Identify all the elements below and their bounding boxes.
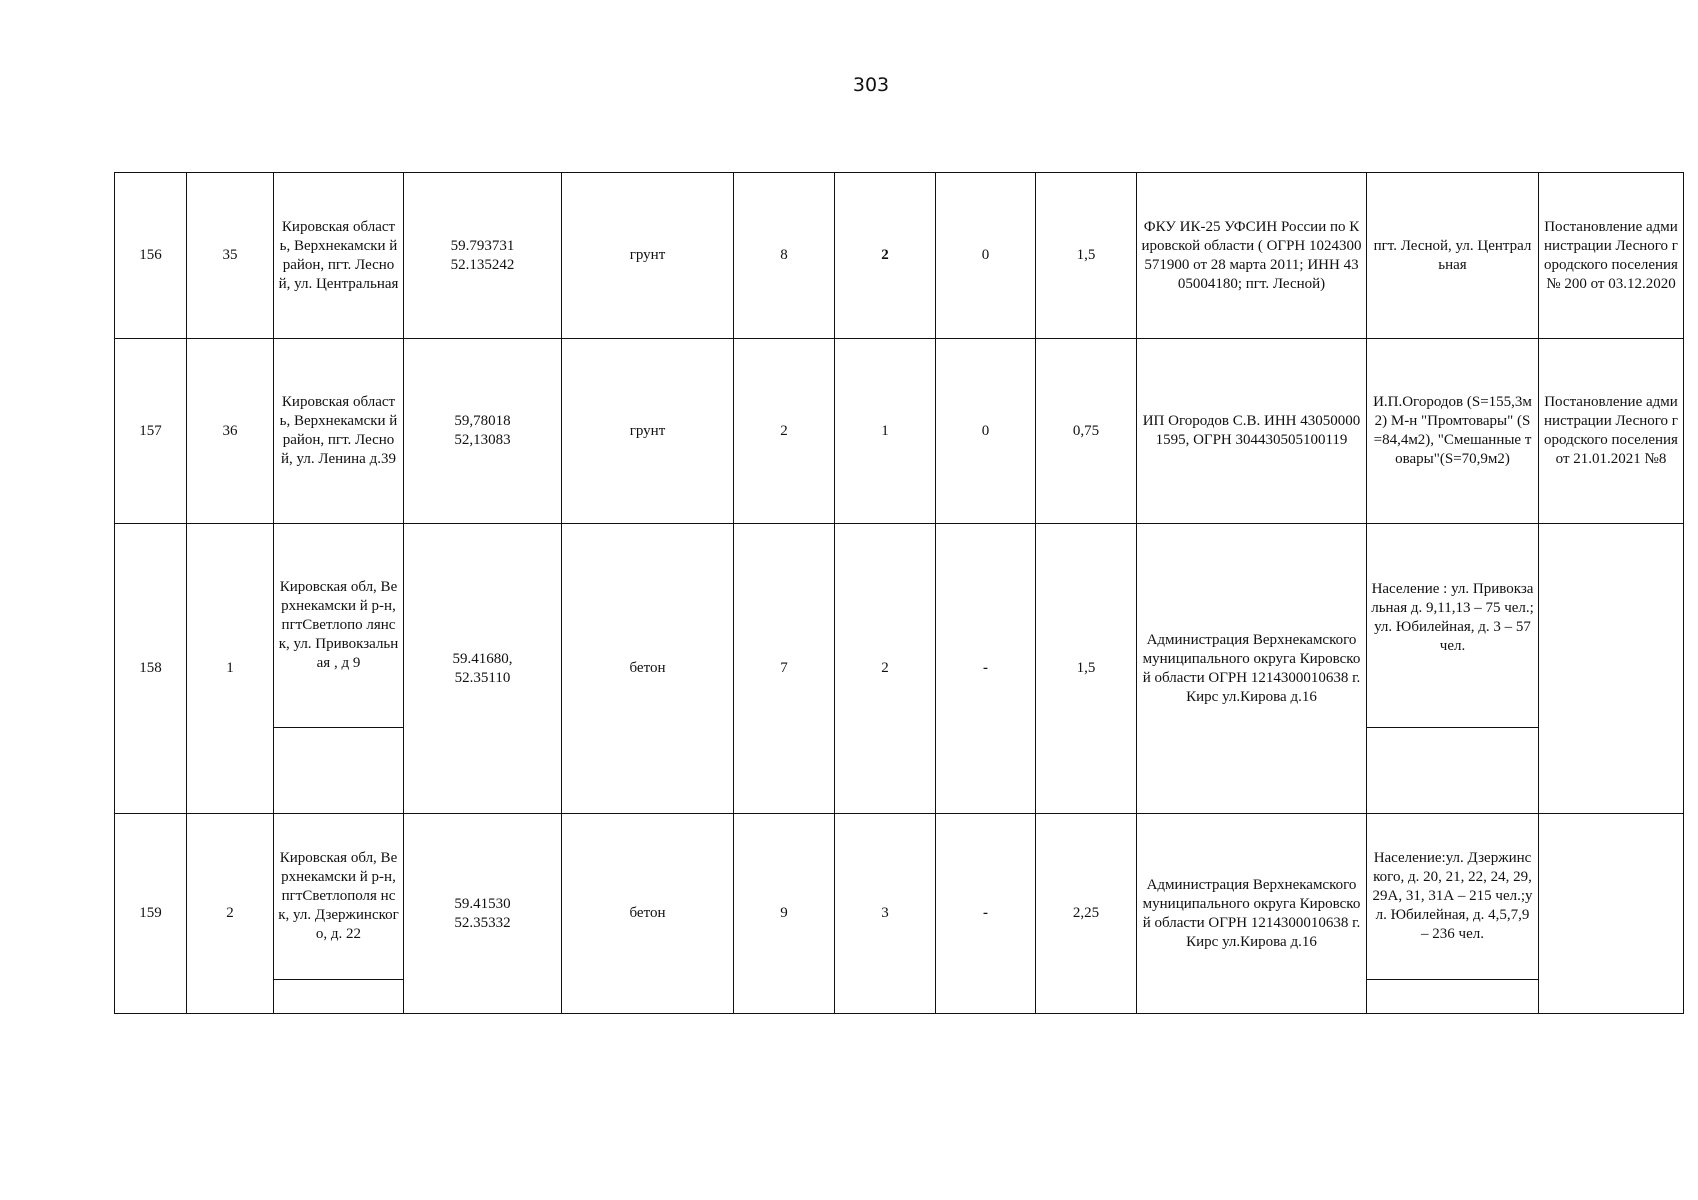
site-number: 2 xyxy=(187,814,274,1014)
basis-document xyxy=(1539,814,1684,1014)
empty-cell xyxy=(274,728,404,814)
owner-info: Администрация Верхнекамского муниципального округа Кировской области ОГРН 1214300010638 г.Кирс ул.Кирова д.16 xyxy=(1137,814,1367,1014)
value-cell-4: 1,5 xyxy=(1036,173,1137,339)
site-number: 35 xyxy=(187,173,274,339)
page-number: 303 xyxy=(852,74,890,96)
coordinates: 59.793731 52.135242 xyxy=(404,173,562,339)
row-number: 158 xyxy=(115,524,187,814)
site-address: Кировская область, Верхнекамски й район, пгт. Лесной, ул. Ленина д.39 xyxy=(274,339,404,524)
table-row xyxy=(115,339,1684,524)
owner-info: ИП Огородов С.В. ИНН 430500001595, ОГРН 304430505100119 xyxy=(1137,339,1367,524)
value-cell-1: 8 xyxy=(734,173,835,339)
row-number: 159 xyxy=(115,814,187,1014)
value-cell-4: 2,25 xyxy=(1036,814,1137,1014)
value-cell-2: 2 xyxy=(835,173,936,339)
basis-document: Постановление администрации Лесного городского поселения № 200 от 03.12.2020 xyxy=(1539,173,1684,339)
waste-sources: пгт. Лесной, ул. Центральная xyxy=(1367,173,1539,339)
row-number: 156 xyxy=(115,173,187,339)
table-row xyxy=(115,524,1684,728)
value-cell-2: 2 xyxy=(835,524,936,814)
owner-info: ФКУ ИК-25 УФСИН России по Кировской области ( ОГРН 1024300571900 от 28 марта 2011; ИНН 4305004180; пгт. Лесной) xyxy=(1137,173,1367,339)
waste-sources: Население : ул. Привокзальная д. 9,11,13 – 75 чел.;ул. Юбилейная, д. 3 – 57 чел. xyxy=(1367,524,1539,728)
value-cell-2: 3 xyxy=(835,814,936,1014)
value-cell-1: 7 xyxy=(734,524,835,814)
site-address: Кировская обл, Верхнекамски й р-н, пгтСветлополя нск, ул. Дзержинского, д. 22 xyxy=(274,814,404,980)
waste-sources: Население:ул. Дзержинского, д. 20, 21, 22, 24, 29, 29А, 31, 31А – 215 чел.;ул. Юбилейная, д. 4,5,7,9 – 236 чел. xyxy=(1367,814,1539,980)
value-cell-4: 1,5 xyxy=(1036,524,1137,814)
coordinates: 59,78018 52,13083 xyxy=(404,339,562,524)
coordinates: 59.41530 52.35332 xyxy=(404,814,562,1014)
empty-cell xyxy=(1367,728,1539,814)
coordinates: 59.41680, 52.35110 xyxy=(404,524,562,814)
registry-table xyxy=(114,172,1684,1014)
value-cell-3: - xyxy=(936,814,1036,1014)
value-cell-3: - xyxy=(936,524,1036,814)
site-address: Кировская область, Верхнекамски й район, пгт. Лесной, ул. Центральная xyxy=(274,173,404,339)
site-number: 1 xyxy=(187,524,274,814)
table-row xyxy=(115,814,1684,980)
row-number: 157 xyxy=(115,339,187,524)
owner-info: Администрация Верхнекамского муниципального округа Кировской области ОГРН 1214300010638 г.Кирс ул.Кирова д.16 xyxy=(1137,524,1367,814)
value-cell-1: 9 xyxy=(734,814,835,1014)
empty-cell xyxy=(1367,980,1539,1014)
waste-sources: И.П.Огородов (S=155,3м2) М-н "Промтовары" (S=84,4м2), "Смешанные товары"(S=70,9м2) xyxy=(1367,339,1539,524)
site-address: Кировская обл, Верхнекамски й р-н,пгтСветлопо лянск, ул. Привокзальная , д 9 xyxy=(274,524,404,728)
basis-document: Постановление администрации Лесного городского поселения от 21.01.2021 №8 xyxy=(1539,339,1684,524)
site-number: 36 xyxy=(187,339,274,524)
surface-type: грунт xyxy=(562,339,734,524)
basis-document xyxy=(1539,524,1684,814)
value-cell-3: 0 xyxy=(936,339,1036,524)
surface-type: бетон xyxy=(562,524,734,814)
value-cell-4: 0,75 xyxy=(1036,339,1137,524)
value-cell-3: 0 xyxy=(936,173,1036,339)
surface-type: бетон xyxy=(562,814,734,1014)
empty-cell xyxy=(274,980,404,1014)
table-row xyxy=(115,173,1684,339)
value-cell-2: 1 xyxy=(835,339,936,524)
value-cell-1: 2 xyxy=(734,339,835,524)
surface-type: грунт xyxy=(562,173,734,339)
